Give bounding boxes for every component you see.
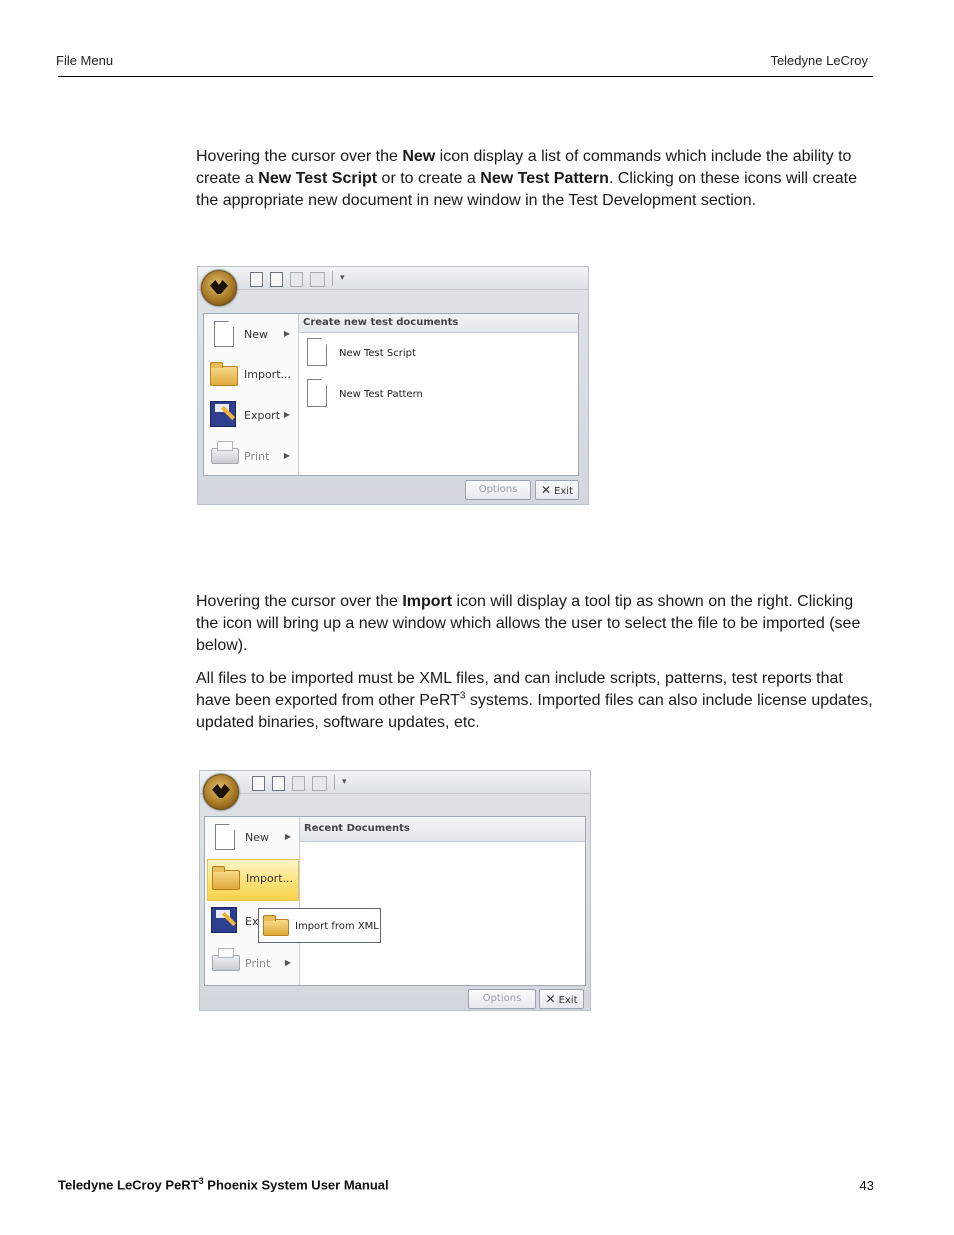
menu-export[interactable]: Export ▶	[206, 397, 296, 435]
options-button[interactable]: Options	[465, 480, 531, 500]
qat-new-icon[interactable]	[250, 272, 263, 287]
printer-icon	[211, 448, 239, 464]
menu-import[interactable]: Import...	[207, 859, 299, 901]
qat-dropdown-icon[interactable]: ▾	[340, 272, 345, 282]
qat-open-icon[interactable]	[270, 272, 283, 287]
close-icon: ✕	[541, 483, 552, 497]
qat-separator	[334, 775, 335, 790]
open-folder-icon	[212, 870, 240, 890]
printer-icon	[212, 955, 240, 971]
pattern-document-icon	[307, 379, 327, 407]
command-column	[205, 817, 300, 985]
menu-print[interactable]: Print ▶	[207, 945, 297, 983]
open-folder-icon	[210, 366, 238, 386]
script-document-icon	[307, 338, 327, 366]
exit-button[interactable]: ✕ Exit	[535, 480, 579, 500]
recent-documents-panel	[300, 817, 585, 985]
qat-new-icon[interactable]	[252, 776, 265, 791]
term-import: Import	[402, 593, 453, 610]
paragraph-import-icon: Hovering the cursor over the Import icon will display a tool tip as shown on the right. Clicking the icon will bring up a new window which allows the user to select the file to be imported (see below).	[196, 593, 861, 654]
menu-print[interactable]: Print ▶	[206, 438, 296, 476]
paragraph-new-icon: Hovering the cursor over the New icon display a list of commands which include the ability to create a New Test Script or to create a New Test Pattern. Clicking on these icons will create the appropriate new document in new window in the Test Development section.	[196, 148, 858, 209]
menu-new[interactable]: New ▶	[206, 316, 296, 354]
footer-manual-title: Teledyne LeCroy PeRT$^3$ Phoenix System User Manual	[58, 1176, 389, 1193]
recent-documents-title: Recent Documents	[300, 817, 585, 842]
open-folder-icon	[263, 919, 289, 936]
term-new-test-pattern: New Test Pattern	[480, 170, 609, 187]
paragraph-import-files: All files to be imported must be XML files, and can include scripts, patterns, test reports that have been exported from other PeRT$^3$ systems. Imported files can also include license updates, updated binaries, software updates, etc.	[196, 670, 873, 731]
header-company: Teledyne LeCroy	[770, 53, 868, 68]
qat-open-icon[interactable]	[272, 776, 285, 791]
new-document-icon	[215, 824, 235, 850]
quick-access-toolbar	[198, 267, 588, 290]
qat-dropdown-icon[interactable]: ▾	[342, 776, 347, 786]
exit-button[interactable]: ✕ Exit	[539, 989, 584, 1009]
term-new: New	[402, 148, 436, 165]
quick-access-toolbar	[200, 771, 590, 794]
term-new-test-script: New Test Script	[258, 170, 378, 187]
qat-print-icon[interactable]	[312, 776, 327, 791]
command-column	[204, 314, 299, 475]
screenshot-import-menu	[199, 770, 591, 1011]
header-rule	[58, 76, 873, 77]
submenu-arrow-icon: ▶	[283, 410, 290, 419]
qat-save-icon[interactable]	[292, 776, 305, 791]
menu-export[interactable]: Ex	[207, 903, 297, 941]
qat-print-icon[interactable]	[310, 272, 325, 287]
save-disk-icon	[210, 401, 236, 427]
menu-new[interactable]: New ▶	[207, 819, 297, 857]
screenshot-new-menu	[197, 266, 589, 505]
close-icon: ✕	[545, 992, 556, 1006]
submenu-arrow-icon: ▶	[284, 958, 291, 967]
save-disk-icon	[211, 907, 237, 933]
new-document-icon	[214, 321, 234, 347]
submenu-arrow-icon: ▶	[284, 832, 291, 841]
submenu-panel: Create new test documents New Test Script New Test Pattern	[299, 314, 578, 475]
import-tooltip: Import from XML	[258, 908, 381, 943]
application-orb-icon[interactable]	[201, 270, 237, 306]
submenu-arrow-icon: ▶	[283, 451, 290, 460]
options-button[interactable]: Options	[468, 989, 536, 1009]
submenu-arrow-icon: ▶	[283, 329, 290, 338]
qat-separator	[332, 271, 333, 286]
header-section-title: File Menu	[56, 53, 114, 68]
submenu-title: Create new test documents	[299, 314, 578, 333]
qat-save-icon[interactable]	[290, 272, 303, 287]
page-number: 43	[859, 1178, 874, 1193]
menu-import[interactable]: Import...	[206, 356, 296, 394]
application-menu	[203, 313, 579, 476]
application-orb-icon[interactable]	[203, 774, 239, 810]
application-menu	[204, 816, 586, 986]
